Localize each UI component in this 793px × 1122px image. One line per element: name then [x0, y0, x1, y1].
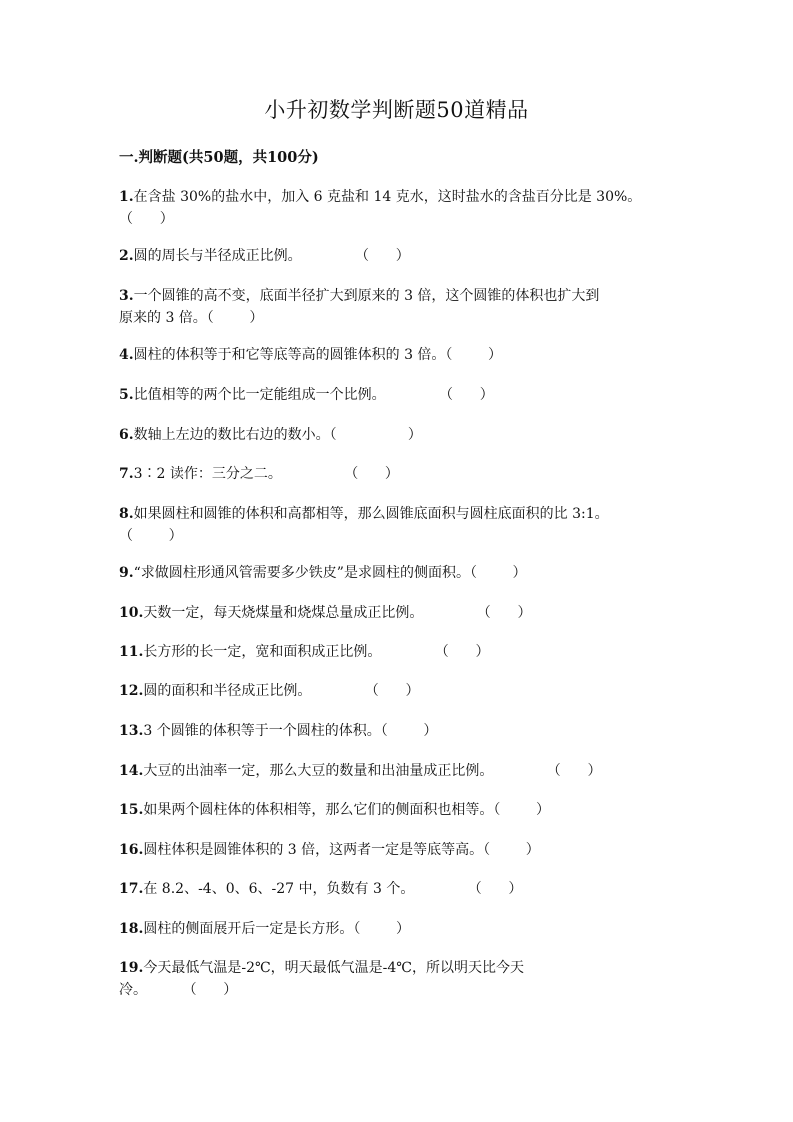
- question-text: 圆的面积和半径成正比例。 （ ）: [143, 683, 420, 699]
- section-heading: 一.判断题(共50题，共100分): [119, 149, 319, 166]
- question-number: 19.: [119, 960, 144, 976]
- question-number: 9.: [119, 565, 134, 581]
- question-text: 在含盐 30%的盐水中，加入 6 克盐和 14 克水，这时盐水的含盐百分比是 30%。: [133, 189, 642, 205]
- question-text: 如果两个圆柱体的体积相等，那么它们的侧面积也相等。（ ）: [143, 802, 550, 818]
- question-number: 12.: [119, 683, 144, 699]
- question-number: 17.: [119, 881, 144, 897]
- question-line: [119, 680, 679, 702]
- question-item: [119, 285, 679, 329]
- question-number: 10.: [119, 605, 144, 621]
- question-item: [119, 503, 679, 547]
- question-item: [119, 680, 679, 702]
- page-title: 小升初数学判断题50道精品: [264, 98, 529, 122]
- question-line: [119, 918, 679, 940]
- question-line: [119, 720, 679, 742]
- question-text: 一个圆锥的高不变，底面半径扩大到原来的 3 倍，这个圆锥的体积也扩大到: [133, 288, 600, 304]
- question-text: 圆柱的侧面展开后一定是长方形。（ ）: [143, 921, 410, 937]
- question-item: [119, 720, 679, 742]
- question-line: [119, 424, 679, 446]
- question-number: 18.: [119, 921, 144, 937]
- question-line: [119, 503, 679, 525]
- question-number: 3.: [119, 288, 134, 304]
- question-item: [119, 602, 679, 624]
- question-line: [119, 760, 679, 782]
- question-line: [119, 641, 679, 663]
- question-line: [119, 384, 679, 406]
- question-number: 4.: [119, 347, 134, 363]
- question-text: “求做圆柱形通风管需要多少铁皮”是求圆柱的侧面积。（ ）: [133, 565, 527, 581]
- question-item: [119, 562, 679, 584]
- question-text: 圆柱体积是圆锥体积的 3 倍，这两者一定是等底等高。（ ）: [143, 842, 540, 858]
- question-number: 15.: [119, 802, 144, 818]
- question-number: 14.: [119, 763, 144, 779]
- question-item: [119, 839, 679, 861]
- question-text: 今天最低气温是-2℃，明天最低气温是-4℃，所以明天比今天: [143, 960, 524, 976]
- question-number: 11.: [119, 644, 144, 660]
- question-line: [119, 245, 679, 267]
- question-number: 2.: [119, 248, 134, 264]
- question-number: 13.: [119, 723, 144, 739]
- question-text: 长方形的长一定，宽和面积成正比例。 （ ）: [143, 644, 490, 660]
- question-line: [119, 957, 679, 979]
- question-text: 比值相等的两个比一定能组成一个比例。 （ ）: [133, 387, 494, 403]
- question-line: [119, 979, 679, 1001]
- question-line: [119, 562, 679, 584]
- question-line: [119, 186, 679, 208]
- question-text: 在 8.2、-4、0、6、-27 中，负数有 3 个。 （ ）: [143, 881, 523, 897]
- question-text: 3∶2 读作：三分之二。 （ ）: [133, 466, 399, 482]
- question-text: 大豆的出油率一定，那么大豆的数量和出油量成正比例。 （ ）: [143, 763, 602, 779]
- question-text: 天数一定，每天烧煤量和烧煤总量成正比例。 （ ）: [143, 605, 532, 621]
- question-item: [119, 384, 679, 406]
- question-line: [119, 525, 679, 547]
- question-text: 冷。 （ ）: [119, 982, 238, 998]
- question-line: [119, 878, 679, 900]
- question-item: [119, 760, 679, 782]
- question-text: 如果圆柱和圆锥的体积和高都相等，那么圆锥底面积与圆柱底面积的比 3:1。: [133, 506, 609, 522]
- question-item: [119, 878, 679, 900]
- question-text: 圆的周长与半径成正比例。 （ ）: [133, 248, 410, 264]
- question-item: [119, 799, 679, 821]
- question-number: 5.: [119, 387, 134, 403]
- question-text: （ ）: [119, 211, 174, 227]
- question-number: 16.: [119, 842, 144, 858]
- question-line: [119, 463, 679, 485]
- question-line: [119, 208, 679, 230]
- question-number: 7.: [119, 466, 134, 482]
- question-item: [119, 918, 679, 940]
- question-text: 原来的 3 倍。（ ）: [119, 310, 264, 326]
- question-line: [119, 344, 679, 366]
- question-item: [119, 957, 679, 1001]
- question-text: （ ）: [119, 528, 183, 544]
- question-text: 3 个圆锥的体积等于一个圆柱的体积。（ ）: [143, 723, 438, 739]
- question-item: [119, 186, 679, 230]
- question-text: 圆柱的体积等于和它等底等高的圆锥体积的 3 倍。（ ）: [133, 347, 503, 363]
- question-line: [119, 839, 679, 861]
- question-line: [119, 799, 679, 821]
- question-item: [119, 463, 679, 485]
- question-line: [119, 285, 679, 307]
- question-line: [119, 602, 679, 624]
- question-number: 1.: [119, 189, 134, 205]
- question-number: 8.: [119, 506, 134, 522]
- question-line: [119, 307, 679, 329]
- question-item: [119, 424, 679, 446]
- question-item: [119, 344, 679, 366]
- question-item: [119, 641, 679, 663]
- question-item: [119, 245, 679, 267]
- question-number: 6.: [119, 427, 134, 443]
- question-text: 数轴上左边的数比右边的数小。（ ）: [133, 427, 422, 443]
